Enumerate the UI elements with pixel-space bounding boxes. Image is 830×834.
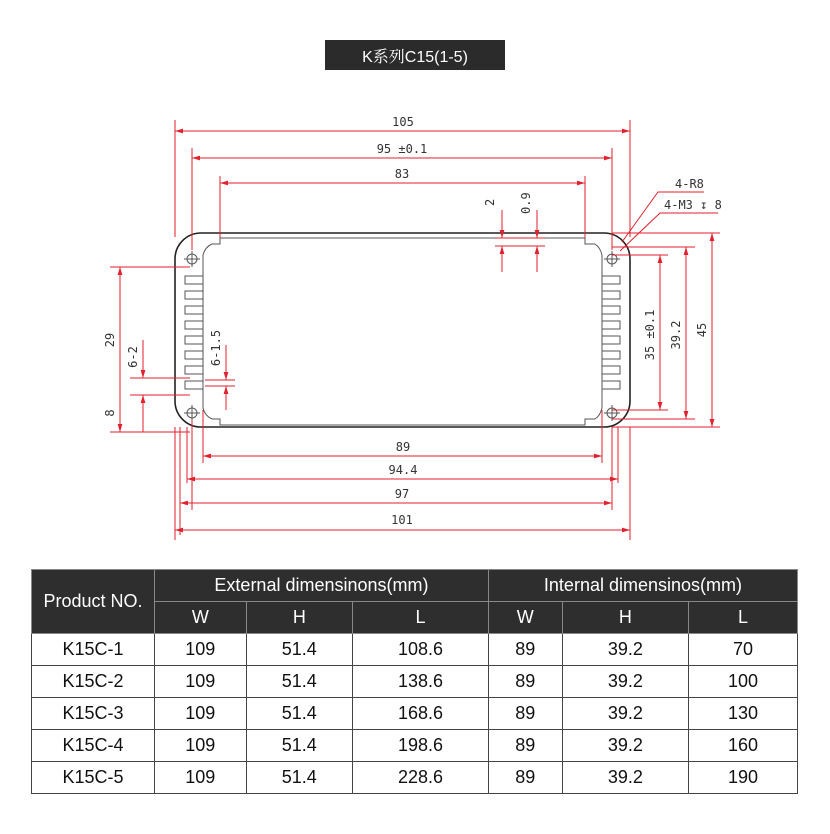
cell-product: K15C-3 [32,698,155,730]
dim-95: 95 ±0.1 [376,142,428,156]
cell-ext-w: 109 [155,634,247,666]
header-external-dimensions: External dimensinons(mm) [155,570,489,602]
cell-ext-w: 109 [155,698,247,730]
table-row [32,762,798,794]
cell-ext-l: 168.6 [353,698,489,730]
table-row [32,666,798,698]
dim-6-2: 6-2 [126,346,140,368]
cell-product: K15C-1 [32,634,155,666]
cell-ext-l: 198.6 [353,730,489,762]
cell-product: K15C-4 [32,730,155,762]
dim-83: 83 [394,167,410,181]
subheader-ext-h: H [246,602,352,634]
cell-int-l: 70 [689,634,798,666]
cell-product: K15C-5 [32,762,155,794]
dim-97: 97 [394,487,410,501]
specification-table [31,569,798,794]
cell-int-l: 100 [689,666,798,698]
dim-39-2: 39.2 [669,320,683,350]
dim-4-r8: 4-R8 [675,177,704,191]
cell-ext-l: 138.6 [353,666,489,698]
cell-ext-w: 109 [155,666,247,698]
dim-8: 8 [103,409,117,417]
dim-35: 35 ±0.1 [643,309,657,361]
header-product-no: Product NO. [32,570,155,634]
cell-int-l: 130 [689,698,798,730]
cell-ext-l: 108.6 [353,634,489,666]
cell-int-w: 89 [488,762,562,794]
dim-6-1-5: 6-1.5 [209,329,223,367]
cell-ext-h: 51.4 [246,730,352,762]
subheader-int-w: W [488,602,562,634]
cell-ext-h: 51.4 [246,762,352,794]
dim-45: 45 [695,322,709,338]
table-row [32,634,798,666]
dim-4-m3: 4-M3 ↧ 8 [664,198,722,212]
cell-ext-w: 109 [155,730,247,762]
cell-int-w: 89 [488,634,562,666]
cell-int-h: 39.2 [562,762,688,794]
dim-101: 101 [391,513,413,527]
dim-94-4: 94.4 [388,463,418,477]
page-title: K系列C15(1-5) [325,40,505,70]
subheader-ext-l: L [353,602,489,634]
dim-29: 29 [103,332,117,348]
cell-int-h: 39.2 [562,698,688,730]
dim-89: 89 [395,440,411,454]
cell-int-h: 39.2 [562,666,688,698]
cell-ext-h: 51.4 [246,666,352,698]
dim-2: 2 [483,198,497,206]
cell-int-w: 89 [488,730,562,762]
enclosure-technical-drawing [0,95,830,555]
cell-ext-l: 228.6 [353,762,489,794]
cell-int-w: 89 [488,666,562,698]
cell-int-l: 160 [689,730,798,762]
cell-int-l: 190 [689,762,798,794]
dim-0-9: 0.9 [519,192,533,214]
subheader-ext-w: W [155,602,247,634]
cell-product: K15C-2 [32,666,155,698]
cell-ext-h: 51.4 [246,698,352,730]
subheader-int-h: H [562,602,688,634]
cell-int-h: 39.2 [562,730,688,762]
cell-ext-h: 51.4 [246,634,352,666]
enclosure-profile [175,233,630,427]
header-internal-dimensions: Internal dimensinos(mm) [488,570,797,602]
table-row [32,698,798,730]
cell-int-w: 89 [488,698,562,730]
cell-ext-w: 109 [155,762,247,794]
dim-105: 105 [392,115,414,129]
subheader-int-l: L [689,602,798,634]
table-row [32,730,798,762]
cell-int-h: 39.2 [562,634,688,666]
